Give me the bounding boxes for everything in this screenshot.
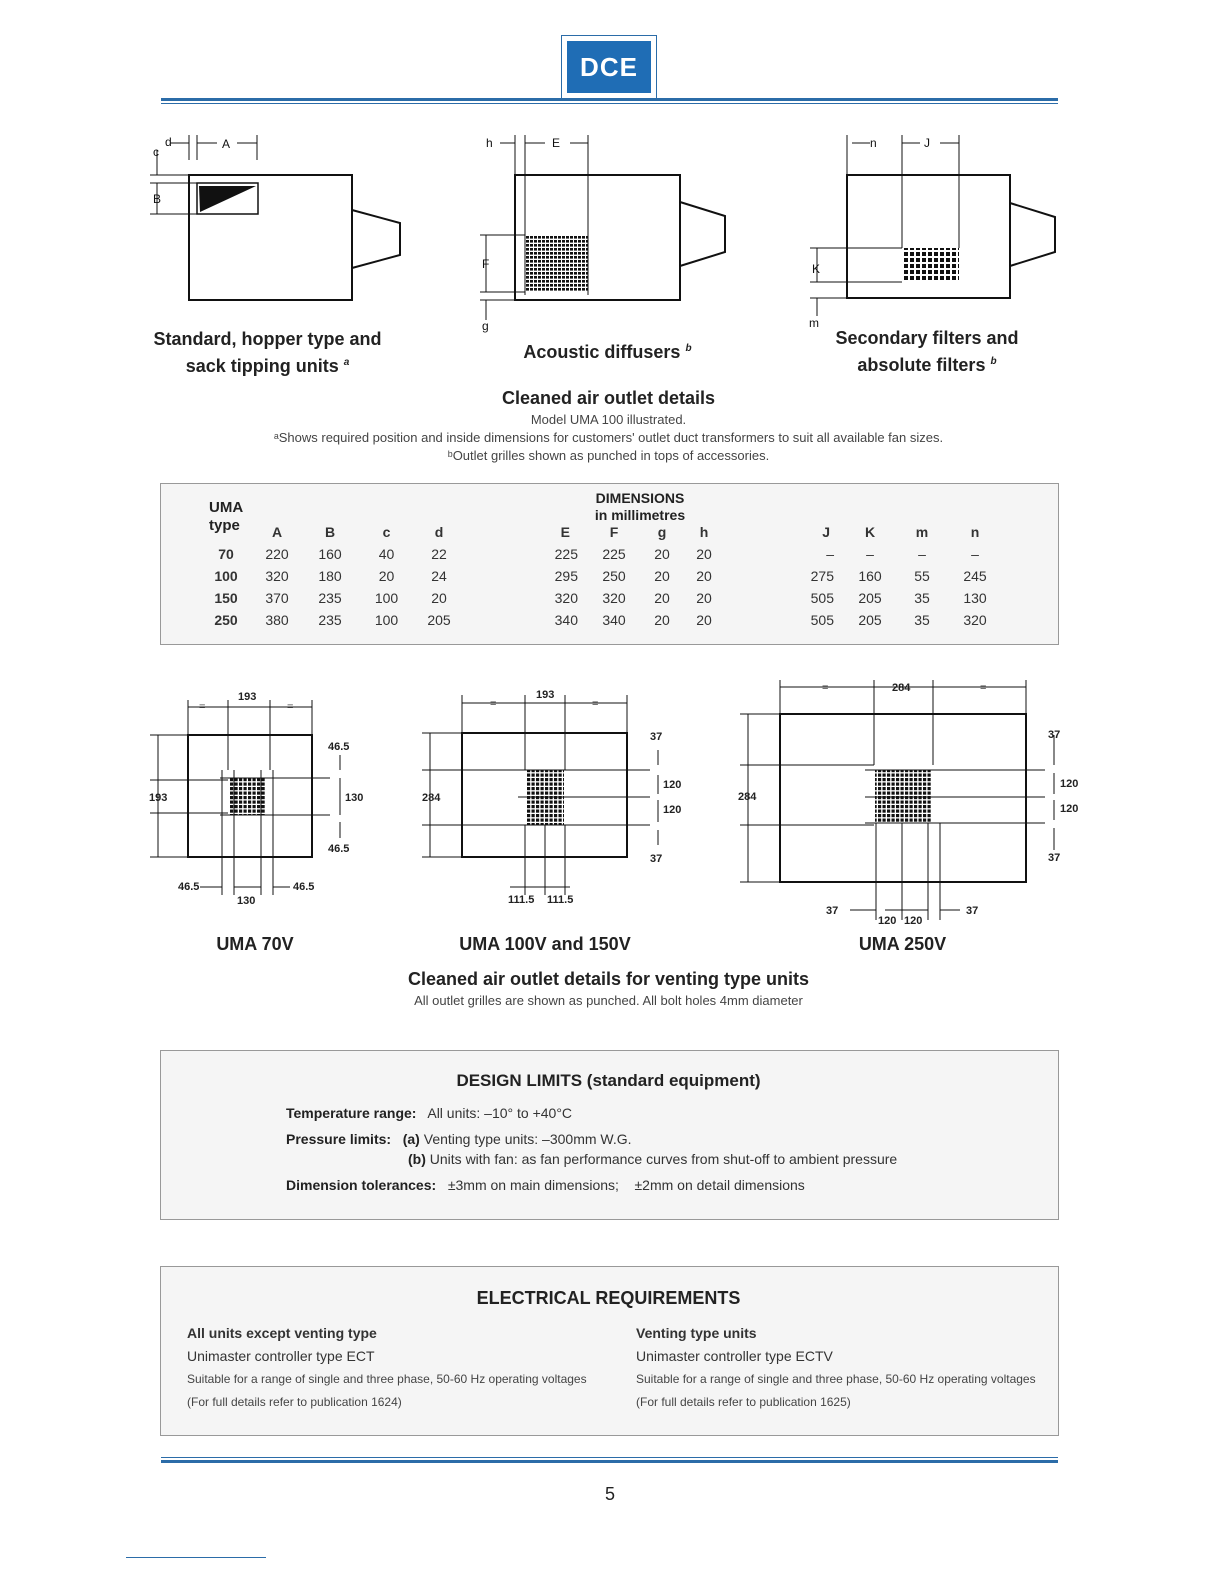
temperature-range: Temperature range: All units: –10° to +40°C	[286, 1105, 573, 1121]
uma100-b1: 111.5	[508, 894, 535, 906]
dimensions-table	[200, 521, 1002, 631]
table-row: 250 380 235 100 205 340 340 20 20 505 205 35 320	[214, 612, 987, 628]
page-number: 5	[604, 1484, 615, 1504]
uma70-r1: 46.5	[328, 741, 350, 753]
table-row: 150 370 235 100 20 320 320 20 20 505 205 35 130	[214, 590, 987, 606]
electrical-right-heading: Venting type units	[636, 1325, 757, 1341]
electrical-right-ref: (For full details refer to publication 1625)	[636, 1395, 851, 1409]
uma70-left-dim: 193	[149, 792, 168, 804]
table-row: 70 220 160 40 22 225 225 20 20 – – – –	[218, 546, 979, 562]
dimensions-title: DIMENSIONS in millimetres	[594, 490, 686, 523]
svg-text:=: =	[199, 701, 206, 713]
svg-text:=: =	[592, 698, 599, 710]
dim-label-n: n	[870, 136, 877, 150]
dim-label-A: A	[222, 137, 231, 151]
standard-unit-diagram	[150, 135, 400, 300]
uma100-b2: 111.5	[547, 894, 574, 906]
dimensions-header-row	[200, 521, 1002, 543]
col-header: n	[970, 524, 980, 540]
pressure-limits: Pressure limits: (a) Venting type units: –300mm W.G.	[286, 1131, 632, 1147]
dim-label-B: B	[153, 192, 162, 206]
dim-label-K: K	[812, 262, 821, 276]
caption-standard-units: Standard, hopper type and sack tipping units $^a$	[153, 329, 382, 376]
col-header: A	[271, 524, 283, 540]
electrical-right	[636, 1322, 1056, 1414]
dim-label-d: d	[165, 135, 172, 149]
electrical-left	[187, 1322, 617, 1414]
col-header: B	[324, 524, 336, 540]
secondary-filter-diagram	[810, 135, 1055, 316]
dim-label-E: E	[552, 136, 561, 150]
col-header: E	[560, 524, 570, 540]
electrical-left-desc: Suitable for a range of single and three phase, 50-60 Hz operating voltages	[187, 1372, 587, 1386]
uma100-r3: 120	[663, 804, 682, 816]
outlet-details-note-b: ᵇOutlet grilles shown as punched in tops of accessories.	[447, 448, 770, 463]
electrical-left-controller: Unimaster controller type ECT	[187, 1348, 375, 1364]
uma70-r2: 130	[345, 792, 364, 804]
pressure-limits-b: (b) Units with fan: as fan performance curves from shut-off to ambient pressure	[408, 1151, 898, 1167]
uma100-r2: 120	[663, 779, 682, 791]
venting-title: Cleaned air outlet details for venting type units	[407, 969, 810, 989]
uma250-r3: 120	[1060, 803, 1079, 815]
uma250v-label: UMA 250V	[858, 934, 947, 954]
uma250-b4: 37	[966, 905, 979, 917]
svg-text:=: =	[490, 698, 497, 710]
uma100v-label: UMA 100V and 150V	[459, 934, 631, 954]
uma250-r4: 37	[1048, 852, 1061, 864]
uma250-r2: 120	[1060, 778, 1079, 790]
dce-logo: DCE	[561, 35, 657, 99]
electrical-right-desc: Suitable for a range of single and three phase, 50-60 Hz operating voltages	[636, 1372, 1036, 1386]
dim-label-g: g	[482, 319, 489, 333]
uma70-b1: 46.5	[178, 881, 200, 893]
uma70-b2: 130	[237, 895, 256, 907]
col-header: m	[915, 524, 929, 540]
svg-text:=: =	[822, 682, 829, 694]
uma250-top-dim: 284	[892, 682, 911, 694]
footnote-rule	[126, 1557, 266, 1558]
uma100-r1: 37	[650, 731, 663, 743]
col-header: d	[434, 524, 444, 540]
uma70-top-dim: 193	[238, 691, 257, 703]
col-header: J	[822, 524, 830, 540]
outlet-details-model: Model UMA 100 illustrated.	[530, 412, 687, 427]
uma-type-header: UMA type	[209, 499, 244, 534]
outlet-details-title: Cleaned air outlet details	[501, 388, 716, 408]
uma250-b3: 120	[904, 915, 923, 927]
electrical-title: ELECTRICAL REQUIREMENTS	[476, 1288, 741, 1308]
svg-text:=: =	[980, 682, 987, 694]
venting-subtitle: All outlet grilles are shown as punched. All bolt holes 4mm diameter	[414, 993, 803, 1008]
uma250-left-dim: 284	[738, 791, 757, 803]
col-header: h	[699, 524, 709, 540]
col-header: K	[864, 524, 876, 540]
uma250-r1: 37	[1048, 729, 1061, 741]
design-limits-title: DESIGN LIMITS (standard equipment)	[456, 1071, 761, 1090]
col-header: g	[657, 524, 667, 540]
uma100-top-dim: 193	[536, 689, 555, 701]
dim-label-F: F	[482, 257, 490, 271]
uma70v-label: UMA 70V	[216, 934, 294, 954]
top-diagrams	[130, 120, 1090, 340]
dimension-tolerances: Dimension tolerances: ±3mm on main dimensions; ±2mm on detail dimensions	[286, 1177, 805, 1193]
col-header: c	[382, 524, 391, 540]
dim-label-c: c	[153, 145, 159, 159]
electrical-left-ref: (For full details refer to publication 1624)	[187, 1395, 402, 1409]
outlet-details-note-a: ᵃShows required position and inside dimensions for customers' outlet duct transformers to suit all available fan sizes.	[273, 430, 944, 445]
caption-secondary-filters: Secondary filters and absolute filters $^b$	[835, 328, 1019, 375]
table-row: 100 320 180 20 24 295 250 20 20 275 160 55 245	[214, 568, 987, 584]
uma70-r3: 46.5	[328, 843, 350, 855]
electrical-left-heading: All units except venting type	[187, 1325, 377, 1341]
dim-label-h: h	[486, 136, 493, 150]
dim-label-J: J	[924, 136, 930, 150]
col-header: F	[609, 524, 619, 540]
footer-rule	[161, 1457, 1058, 1463]
uma250-b1: 37	[826, 905, 839, 917]
dim-label-m: m	[809, 316, 819, 330]
acoustic-diffuser-diagram	[480, 135, 725, 320]
uma100-r4: 37	[650, 853, 663, 865]
caption-acoustic-diffusers: Acoustic diffusers $^b$	[523, 342, 692, 362]
svg-text:=: =	[287, 701, 294, 713]
uma70-b3: 46.5	[293, 881, 315, 893]
uma100-left-dim: 284	[422, 792, 441, 804]
uma250-b2: 120	[878, 915, 897, 927]
electrical-right-controller: Unimaster controller type ECTV	[636, 1348, 833, 1364]
venting-diagrams	[140, 670, 1100, 930]
